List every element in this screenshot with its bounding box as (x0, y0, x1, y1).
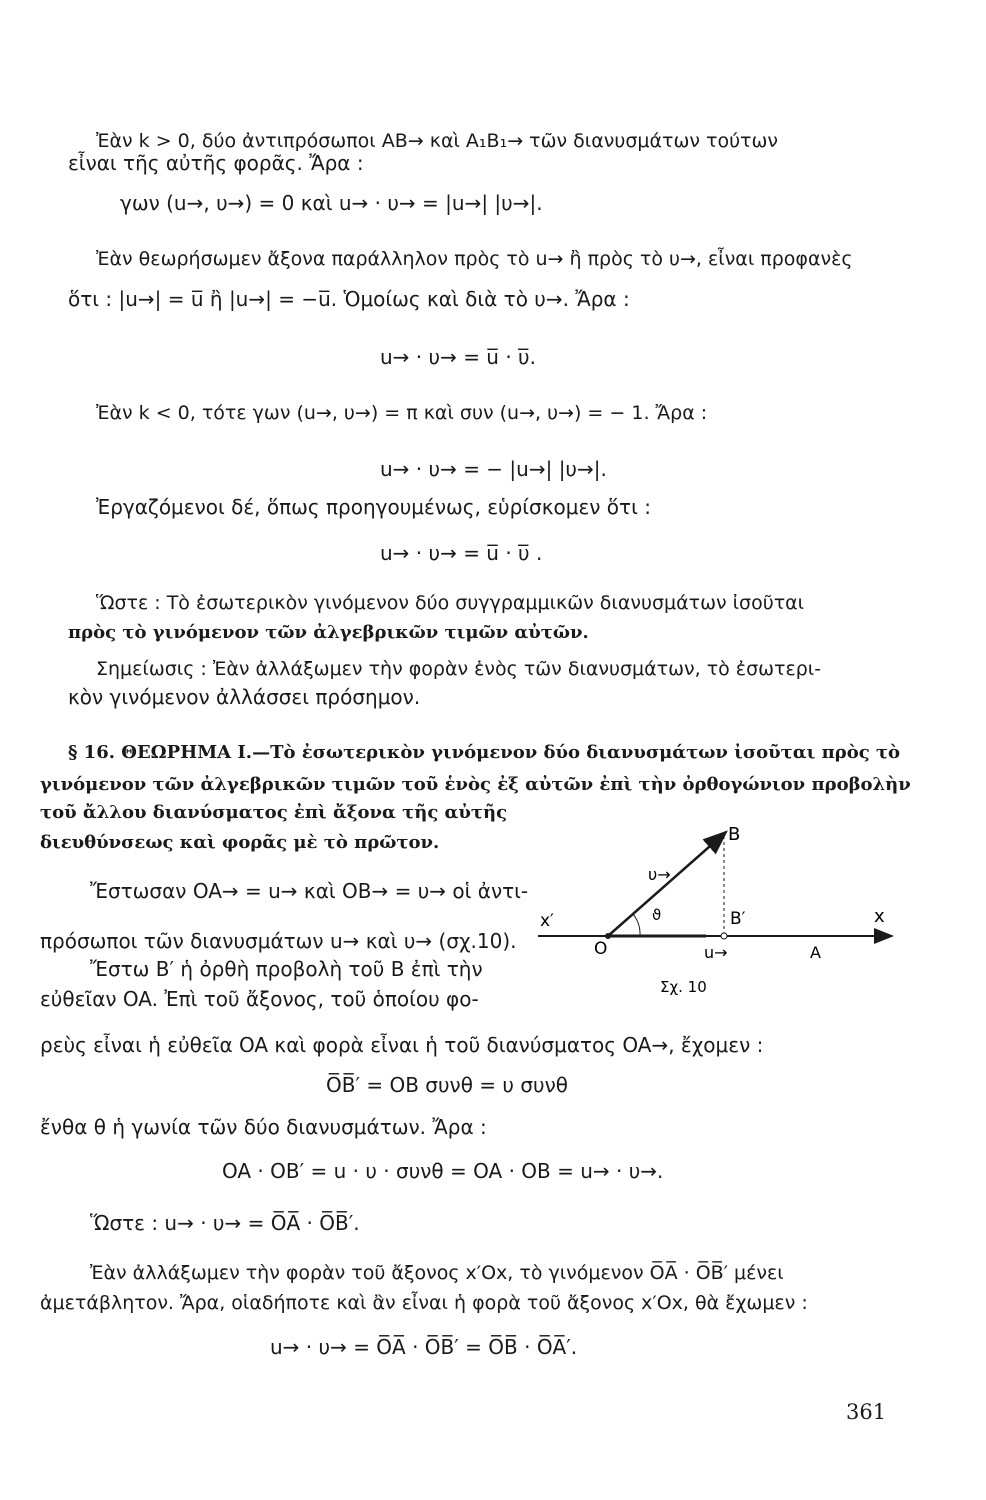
formula-angle-zero: γων (u→, υ→) = 0 καὶ u→ · υ→ = |u→| |υ→|. (120, 191, 543, 215)
label-b: B (728, 824, 741, 845)
text-line-7: Ἐὰν k < 0, τότε γων (u→, υ→) = π καὶ συν (u→, υ→) = − 1. Ἄρα : (96, 402, 708, 424)
proof-line-4: εὐθεῖαν OA. Ἐπὶ τοῦ ἄξονος, τοῦ ὁποίου φο- (40, 987, 479, 1011)
formula-final: u→ · υ→ = O̅A̅ · O̅B̅′ = O̅B̅ · O̅A̅′. (270, 1335, 578, 1359)
label-b-prime: B′ (730, 909, 746, 929)
conclusion-line-1: Ὥστε : Τὸ ἐσωτερικὸν γινόμενον δύο συγγραμμικῶν διανυσμάτων ἰσοῦται (96, 592, 805, 614)
conclusion-line-2: πρὸς τὸ γινόμενον τῶν ἀλγεβρικῶν τιμῶν αὐτῶν. (68, 622, 589, 643)
note-line-2: κὸν γινόμενον ἀλλάσσει πρόσημον. (68, 685, 421, 709)
theorem-line-4: διευθύνσεως καὶ φορᾶς μὲ τὸ πρῶτον. (40, 832, 440, 853)
label-u: u→ (704, 943, 728, 962)
label-x-prime: x′ (540, 911, 554, 931)
note-line-1: Σημείωσις : Ἐὰν ἀλλάξωμεν τὴν φορὰν ἑνὸς τῶν διανυσμάτων, τὸ ἐσωτερι- (96, 658, 822, 680)
text-line-2: εἶναι τῆς αὐτῆς φορᾶς. Ἄρα : (68, 151, 364, 175)
label-theta: ϑ (652, 906, 662, 924)
point-b-prime (721, 933, 727, 939)
proof-line-3: Ἔστω B′ ἡ ὀρθὴ προβολὴ τοῦ B ἐπὶ τὴν (90, 957, 483, 981)
text-line-9: Ἐργαζόμενοι δέ, ὅπως προηγουμένως, εὑρίσκομεν ὅτι : (96, 495, 651, 519)
formula-product-1: u→ · υ→ = u̅ · υ̅. (380, 345, 536, 369)
proof-line-1: Ἔστωσαν OA→ = u→ καὶ OB→ = υ→ οἱ ἀντι- (90, 879, 529, 903)
angle-arc (633, 914, 640, 936)
label-a: A (810, 943, 821, 962)
text-line-5: ὅτι : |u→| = u̅ ἢ |u→| = −u̅. Ὁμοίως καὶ διὰ τὸ υ→. Ἄρα : (68, 287, 630, 311)
label-o: O (594, 939, 608, 959)
label-v: υ→ (648, 865, 671, 884)
formula-product-3: u→ · υ→ = u̅ · υ̅ . (380, 541, 543, 565)
theorem-heading: § 16. ΘΕΩΡΗΜΑ Ι.—Τὸ ἐσωτερικὸν γινόμενον δύο διανυσμάτων ἰσοῦται πρὸς τὸ (68, 742, 901, 763)
text-line-1: Ἐὰν k > 0, δύο ἀντιπρόσωποι AB→ καὶ A₁B₁→ τῶν διανυσμάτων τούτων (96, 130, 779, 152)
proof-line-2: πρόσωποι τῶν διανυσμάτων u→ καὶ υ→ (σχ.10). (40, 929, 517, 953)
text-line-4: Ἐὰν θεωρήσωμεν ἄξονα παράλληλον πρὸς τὸ u→ ἢ πρὸς τὸ υ→, εἶναι προφανὲς (96, 248, 853, 270)
proof-line-7: ἔνθα θ ἡ γωνία τῶν δύο διανυσμάτων. Ἄρα : (40, 1115, 487, 1139)
formula-chain: OA · OB′ = u · υ · συνθ = OA · OB = u→ · υ→. (222, 1159, 664, 1183)
theorem-line-3: τοῦ ἄλλου διανύσματος ἐπὶ ἄξονα τῆς αὐτῆς (40, 802, 508, 823)
page-number: 361 (846, 1400, 887, 1424)
theorem-line-2: γινόμενον τῶν ἀλγεβρικῶν τιμῶν τοῦ ἑνὸς ἐξ αὐτῶν ἐπὶ τὴν ὀρθογώνιον προβολὴν (40, 774, 911, 795)
figure-caption: Σχ. 10 (660, 978, 707, 996)
figure-10 (536, 822, 896, 1002)
remark-line-2: ἀμετάβλητον. Ἄρα, οἱαδήποτε καὶ ἂν εἶναι ἡ φορὰ τοῦ ἄξονος x′Ox, θὰ ἔχωμεν : (40, 1292, 808, 1314)
vector-v (608, 832, 726, 936)
formula-projection: O̅B̅′ = OB συνθ = υ συνθ (326, 1073, 569, 1097)
proof-line-5: ρεὺς εἶναι ἡ εὐθεῖα OA καὶ φορὰ εἶναι ἡ τοῦ διανύσματος OA→, ἔχομεν : (40, 1033, 764, 1057)
label-x: x (874, 906, 885, 927)
remark-line-1: Ἐὰν ἀλλάξωμεν τὴν φορὰν τοῦ ἄξονος x′Ox, τὸ γινόμενον O̅A̅ · O̅B̅′ μένει (90, 1262, 784, 1284)
formula-result: Ὥστε : u→ · υ→ = O̅A̅ · O̅B̅′. (90, 1211, 360, 1235)
formula-product-2: u→ · υ→ = − |u→| |υ→|. (380, 457, 607, 481)
